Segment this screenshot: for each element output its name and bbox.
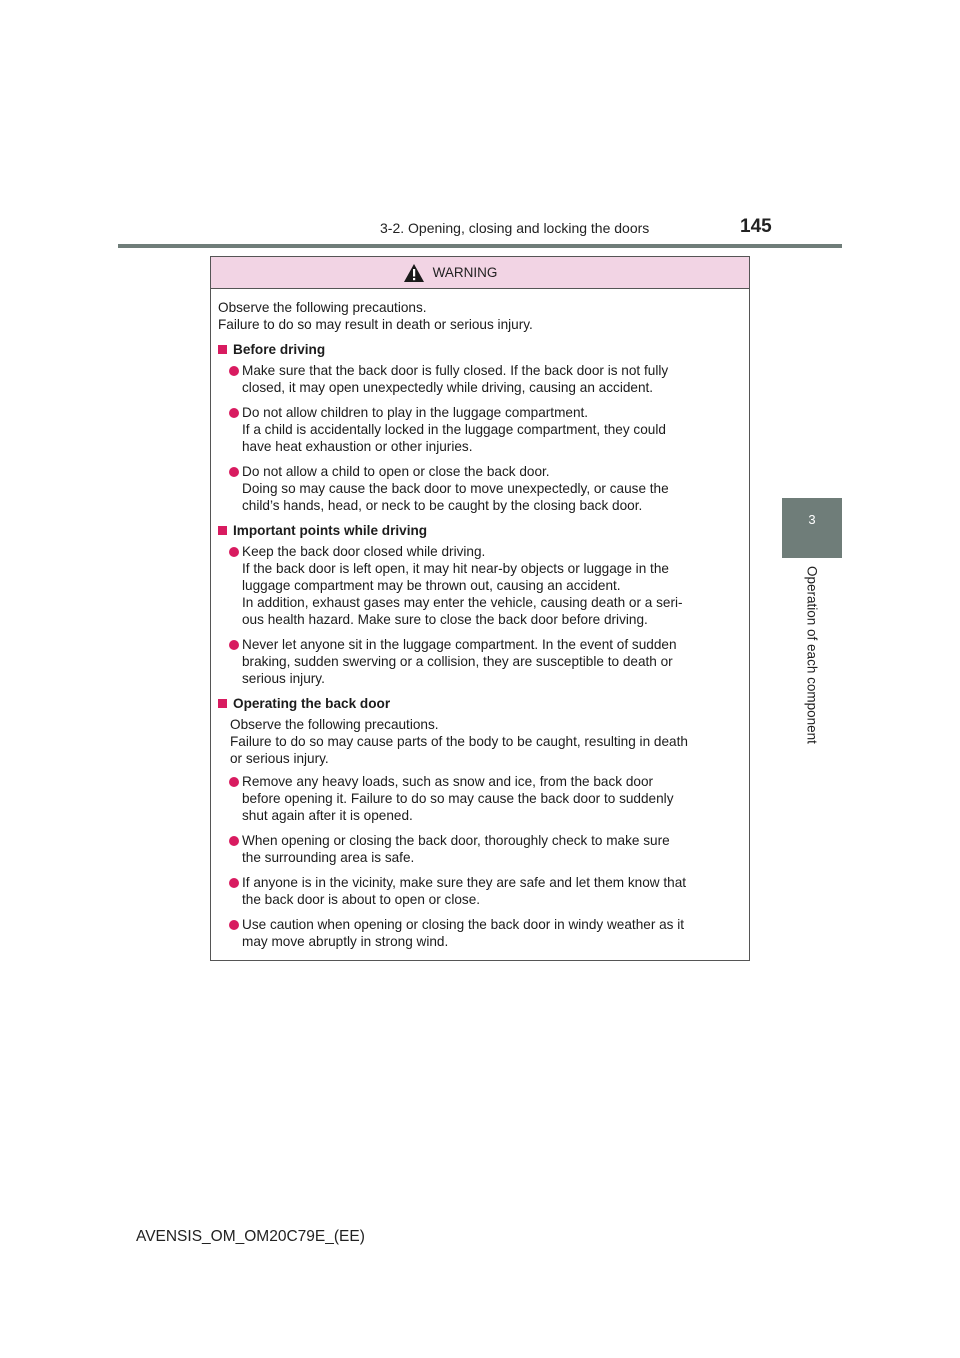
chapter-tab[interactable] <box>782 498 842 558</box>
bullet-line: Use caution when opening or closing the back door in windy weather as it <box>242 917 685 932</box>
circle-bullet-icon <box>229 547 239 557</box>
intro-line: Failure to do so may result in death or serious injury. <box>218 317 533 332</box>
bullet-line: braking, sudden swerving or a collision, they are susceptible to death or <box>242 654 673 669</box>
bullet-line: shut again after it is opened. <box>242 808 413 823</box>
bullet-line: If a child is accidentally locked in the luggage compartment, they could <box>242 422 666 437</box>
section-heading-text: Operating the back door <box>233 696 391 711</box>
bullet-line: closed, it may open unexpectedly while driving, causing an accident. <box>242 380 654 395</box>
section-heading <box>218 695 743 712</box>
bullet-line: When opening or closing the back door, thoroughly check to make sure <box>242 833 670 848</box>
text-line: or serious injury. <box>230 751 329 766</box>
bullet-line: ous health hazard. Make sure to close the back door before driving. <box>242 612 648 627</box>
warning-box <box>210 256 750 961</box>
circle-bullet-icon <box>229 640 239 650</box>
bullet-line: If the back door is left open, it may hit near-by objects or luggage in the <box>242 561 669 576</box>
circle-bullet-icon <box>229 836 239 846</box>
section-heading-text: Before driving <box>233 342 326 357</box>
section-heading-text: Important points while driving <box>233 523 428 538</box>
section-heading <box>218 341 743 358</box>
square-bullet-icon <box>218 699 227 708</box>
bullet-line: In addition, exhaust gases may enter the vehicle, causing death or a seri- <box>242 595 683 610</box>
bullet-item <box>218 916 743 950</box>
bullet-line: the surrounding area is safe. <box>242 850 415 865</box>
intro-line: Observe the following precautions. <box>218 300 427 315</box>
square-bullet-icon <box>218 526 227 535</box>
header-divider <box>118 244 842 248</box>
circle-bullet-icon <box>229 408 239 418</box>
warning-header <box>211 257 749 289</box>
warning-intro <box>218 299 743 333</box>
circle-bullet-icon <box>229 467 239 477</box>
section-text <box>218 716 743 767</box>
bullet-line: Remove any heavy loads, such as snow and ice, from the back door <box>242 774 654 789</box>
bullet-item <box>218 832 743 866</box>
bullet-line: the back door is about to open or close. <box>242 892 481 907</box>
warning-title: WARNING <box>432 265 498 280</box>
bullet-line: child’s hands, head, or neck to be caught by the closing back door. <box>242 498 643 513</box>
chapter-label-box <box>782 558 842 768</box>
circle-bullet-icon <box>229 878 239 888</box>
bullet-line: Never let anyone sit in the luggage compartment. In the event of sudden <box>242 637 677 652</box>
section-title: 3-2. Opening, closing and locking the doors <box>380 220 650 236</box>
page-number: 145 <box>740 216 772 237</box>
bullet-item <box>218 463 743 514</box>
chapter-label: Operation of each component <box>804 566 820 744</box>
bullet-line: Doing so may cause the back door to move unexpectedly, or cause the <box>242 481 669 496</box>
section-heading <box>218 522 743 539</box>
warning-body <box>211 289 749 950</box>
text-line: Observe the following precautions. <box>230 717 439 732</box>
bullet-item <box>218 874 743 908</box>
chapter-number: 3 <box>808 512 816 527</box>
bullet-item <box>218 636 743 687</box>
bullet-line: before opening it. Failure to do so may cause the back door to suddenly <box>242 791 674 806</box>
bullet-line: Make sure that the back door is fully closed. If the back door is not fully <box>242 363 669 378</box>
circle-bullet-icon <box>229 366 239 376</box>
bullet-line: Do not allow a child to open or close the back door. <box>242 464 550 479</box>
bullet-line: serious injury. <box>242 671 325 686</box>
bullet-line: have heat exhaustion or other injuries. <box>242 439 473 454</box>
warning-triangle-icon <box>403 263 425 283</box>
bullet-item <box>218 404 743 455</box>
bullet-item <box>218 773 743 824</box>
bullet-line: Keep the back door closed while driving. <box>242 544 486 559</box>
text-line: Failure to do so may cause parts of the body to be caught, resulting in death <box>230 734 688 749</box>
document-id: AVENSIS_OM_OM20C79E_(EE) <box>136 1228 365 1245</box>
bullet-line: Do not allow children to play in the luggage compartment. <box>242 405 589 420</box>
bullet-line: luggage compartment may be thrown out, causing an accident. <box>242 578 621 593</box>
bullet-item <box>218 543 743 628</box>
circle-bullet-icon <box>229 920 239 930</box>
bullet-line: If anyone is in the vicinity, make sure they are safe and let them know that <box>242 875 687 890</box>
bullet-item <box>218 362 743 396</box>
circle-bullet-icon <box>229 777 239 787</box>
square-bullet-icon <box>218 345 227 354</box>
bullet-line: may move abruptly in strong wind. <box>242 934 449 949</box>
